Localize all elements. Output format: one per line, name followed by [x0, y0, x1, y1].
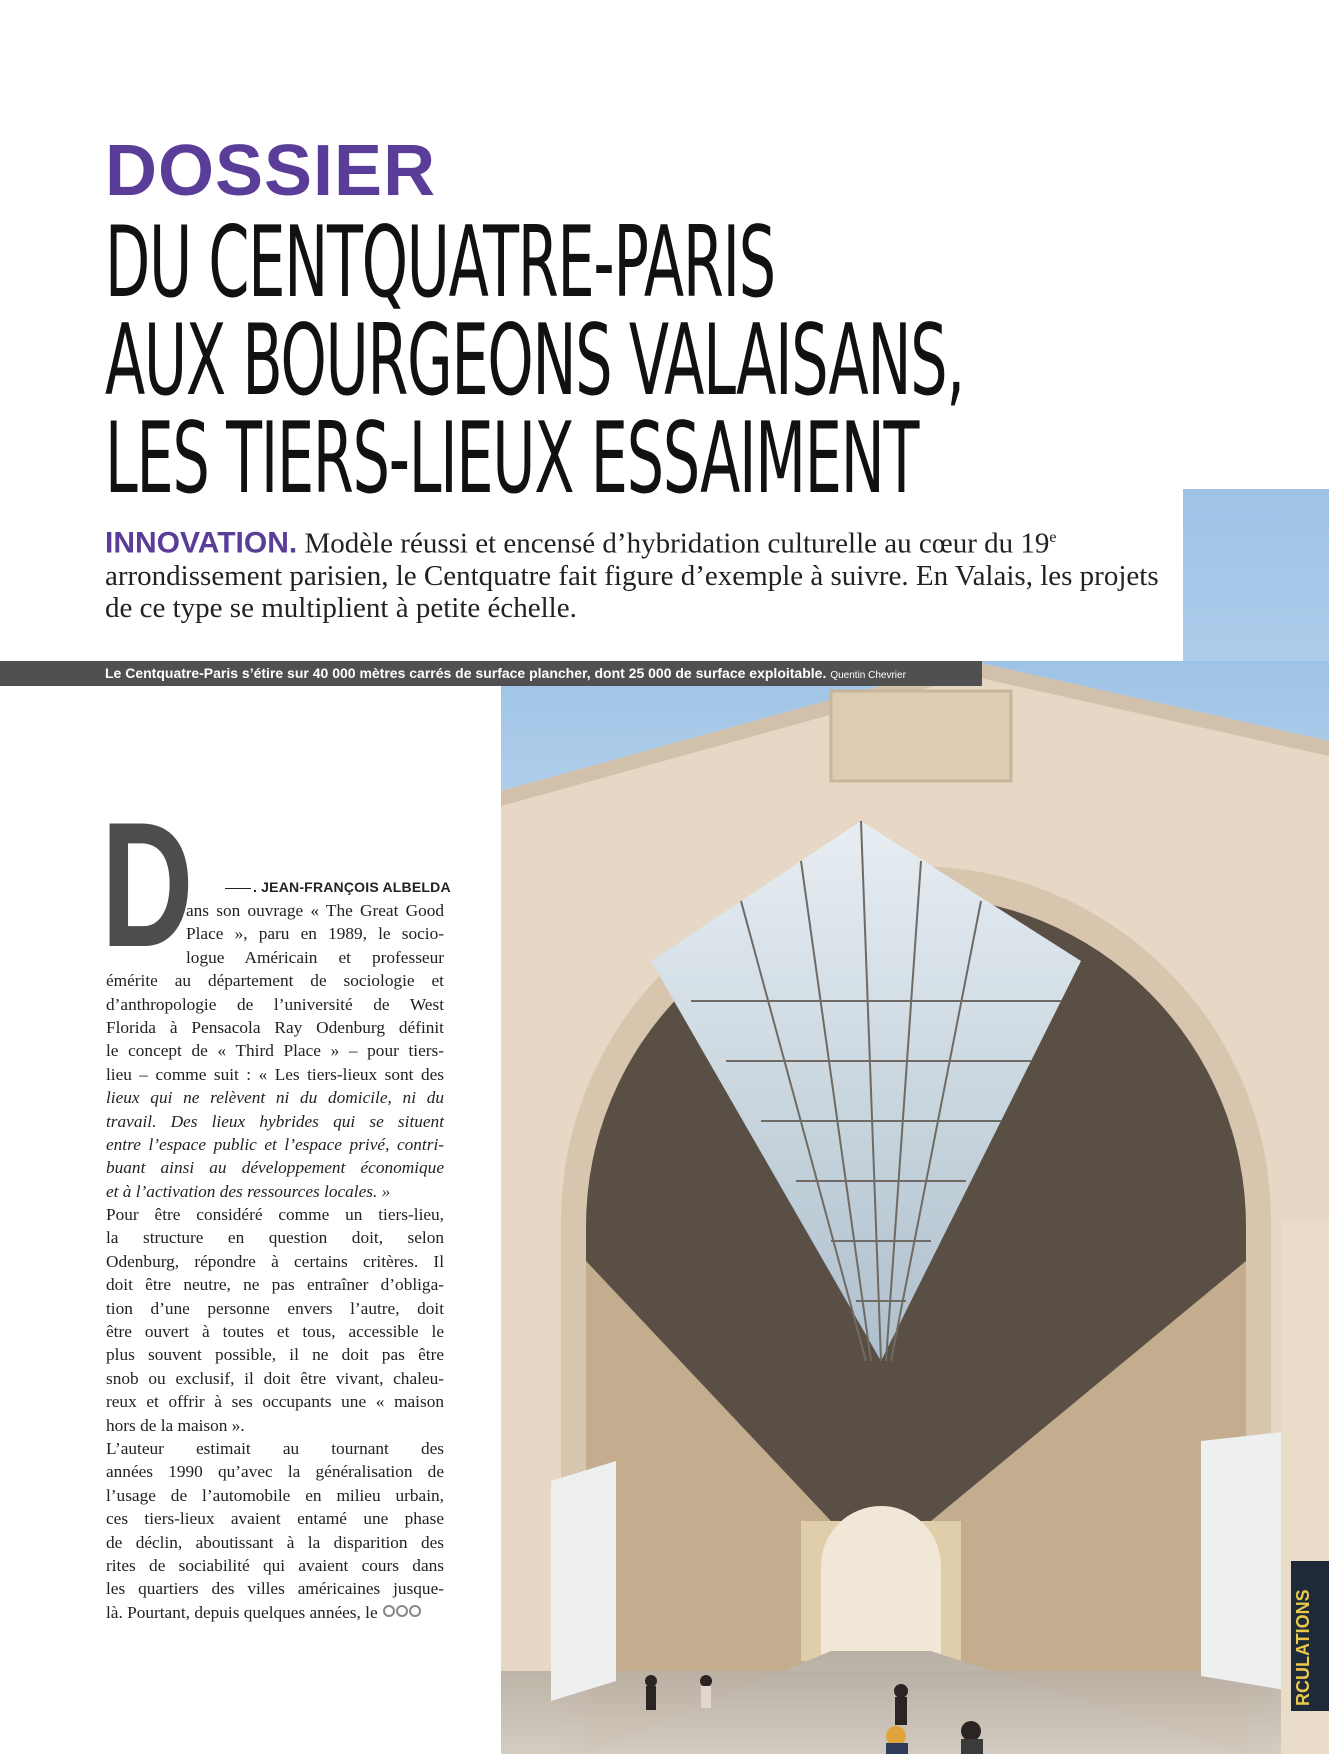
- dropcap: D: [101, 785, 194, 984]
- body-line: buant ainsi au développement économique: [106, 1158, 444, 1178]
- body-line: reux et offrir à ses occupants une « maison: [106, 1392, 444, 1412]
- standfirst-superscript: e: [1049, 529, 1057, 546]
- headline: [105, 206, 964, 516]
- body-line: ces tiers-lieux avaient entamé une phase: [106, 1509, 444, 1529]
- byline-rule: [225, 888, 251, 889]
- body-line: la structure en question doit, selon: [106, 1228, 444, 1248]
- body-line: travail. Des lieux hybrides qui se situent: [106, 1111, 444, 1131]
- standfirst-text-1: Modèle réussi et encensé d’hybridation culturelle au cœur du 19: [297, 527, 1050, 560]
- body-line: d’anthropologie de l’université de West: [106, 994, 444, 1014]
- centquatre-hall-photo: [501, 661, 1329, 1754]
- article-body: [106, 899, 444, 1624]
- body-line: logue Américain et professeur: [186, 947, 444, 967]
- body-line: L’auteur estimait au tournant des: [106, 1438, 444, 1458]
- body-line: les quartiers des villes américaines jusque-: [106, 1579, 444, 1599]
- headline-line-2: AUX BOURGEONS VALAISANS,: [105, 304, 964, 418]
- body-line: être ouvert à toutes et tous, accessible le: [106, 1322, 444, 1342]
- body-line: plus souvent possible, il ne doit pas être: [106, 1345, 444, 1365]
- headline-line-1: DU CENTQUATRE-PARIS: [105, 206, 775, 320]
- photo-credit: Quentin Chevrier: [830, 670, 906, 681]
- body-line: de déclin, aboutissant à la disparition des: [106, 1532, 444, 1552]
- headline-line-3: LES TIERS-LIEUX ESSAIMENT: [105, 402, 919, 516]
- body-line: Place », paru en 1989, le socio-: [186, 924, 444, 944]
- body-line-final: [106, 1601, 444, 1624]
- body-line: doit être neutre, ne pas entraîner d’obliga-: [106, 1275, 444, 1295]
- body-line: et à l’activation des ressources locales. »: [106, 1181, 391, 1201]
- body-line: lieu – comme suit : « Les tiers-lieux sont des: [106, 1064, 444, 1084]
- standfirst: [105, 522, 1185, 624]
- byline-author: . JEAN-FRANÇOIS ALBELDA: [253, 879, 451, 895]
- body-line: snob ou exclusif, il doit être vivant, chaleu-: [106, 1368, 444, 1388]
- photo-caption: [0, 661, 982, 686]
- byline: [225, 879, 451, 895]
- body-line: années 1990 qu’avec la généralisation de: [106, 1462, 444, 1482]
- body-line: rites de sociabilité qui avaient cours dans: [106, 1555, 444, 1575]
- body-line: l’usage de l’automobile en milieu urbain,: [106, 1485, 444, 1505]
- body-line: hors de la maison ».: [106, 1415, 245, 1435]
- standfirst-text-2: arrondissement parisien, le Centquatre fait figure d’exemple à suivre. En Valais, les projets de ce type se multiplient à petite échelle.: [105, 559, 1159, 624]
- standfirst-lead: INNOVATION.: [105, 526, 298, 560]
- body-line: entre l’espace public et l’espace privé, contri-: [106, 1134, 444, 1154]
- body-line: Florida à Pensacola Ray Odenburg définit: [106, 1017, 444, 1037]
- body-line: Odenburg, répondre à certains critères. Il: [106, 1251, 444, 1271]
- body-line: le concept de « Third Place » – pour tiers-: [106, 1041, 444, 1061]
- body-line: tion d’une personne envers l’autre, doit: [106, 1298, 444, 1318]
- body-line: émérite au département de sociologie et: [106, 971, 444, 991]
- body-line: Pour être considéré comme un tiers-lieu,: [106, 1205, 444, 1225]
- body-line: là. Pourtant, depuis quelques années, le: [106, 1602, 378, 1622]
- body-line: lieux qui ne relèvent ni du domicile, ni du: [106, 1088, 444, 1108]
- section-kicker: DOSSIER: [105, 131, 437, 211]
- body-line: ans son ouvrage « The Great Good: [186, 901, 444, 920]
- photo-caption-text: Le Centquatre-Paris s’étire sur 40 000 mètres carrés de surface plancher, dont 25 000 de surface exploitable.: [105, 665, 827, 681]
- exhibition-sign-text: RCULATIONS: [1293, 1589, 1313, 1706]
- continue-marker-icon: [382, 1601, 421, 1624]
